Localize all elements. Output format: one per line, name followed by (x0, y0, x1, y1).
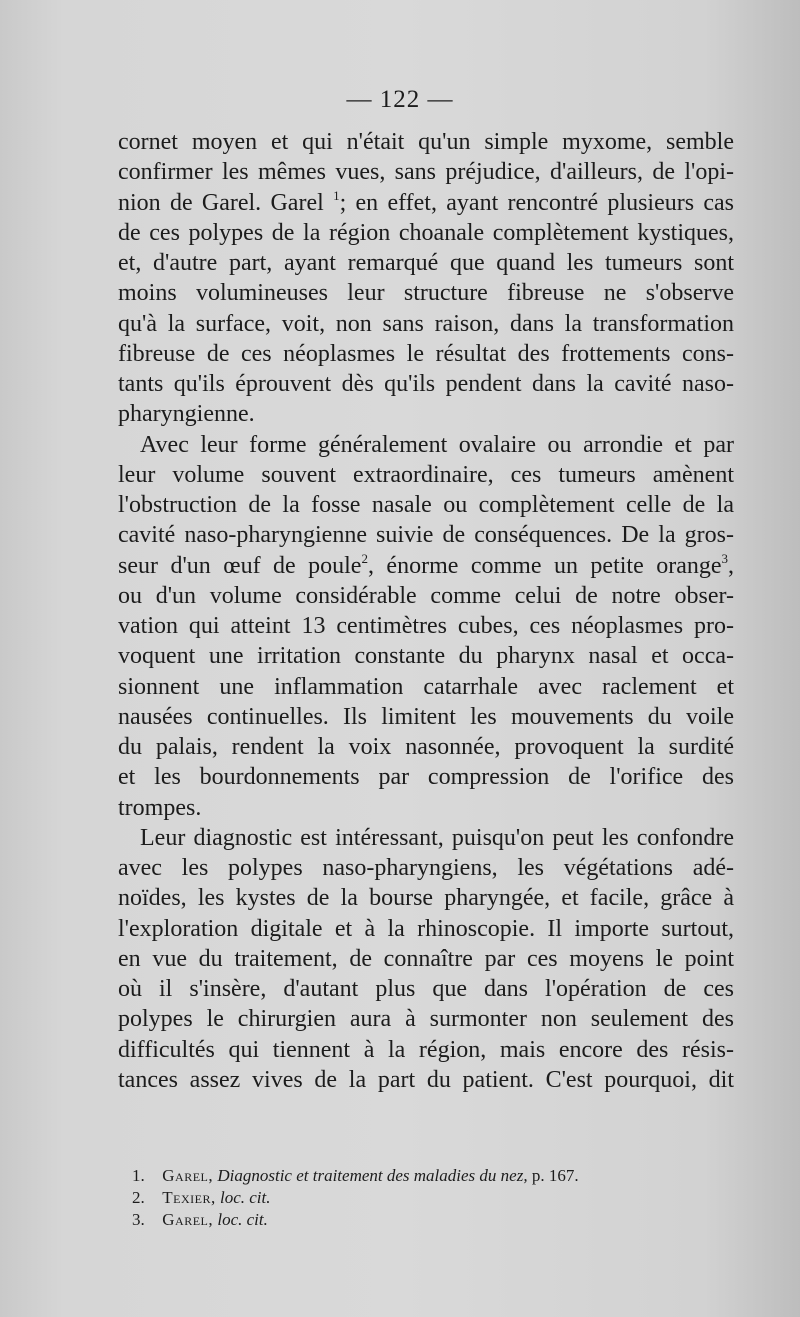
text-fragment: , énorme comme un petite orange (367, 552, 722, 579)
footnote-ref-3: 3 (721, 550, 728, 566)
text-fragment: nion de Garel. Garel (118, 189, 334, 216)
text-line: l'exploration digitale et à la rhinoscopie. Il importe surtout, (118, 915, 734, 942)
text-line: leur volume souvent extraordinaire, ces tumeurs amènent (118, 461, 734, 488)
text-fragment: ; en effet, ayant rencontré plusieurs cas (339, 189, 734, 216)
footnote-title: Diagnostic et traitement des maladies du nez, (217, 1166, 528, 1185)
text-line: pharyngienne. (118, 401, 255, 428)
footnote-number: 1. (132, 1166, 145, 1185)
text-line: voquent une irritation constante du pharynx nasal et occa- (118, 643, 734, 670)
body-text (118, 127, 734, 1095)
text-line: cavité naso-pharyngienne suivie de conséquences. De la gros- (118, 522, 734, 549)
text-fragment: , (728, 552, 734, 579)
footnote-author: Garel, (162, 1166, 214, 1185)
text-line: moins volumineuses leur structure fibreuse ne s'observe (118, 280, 734, 307)
footnote-author: Garel, (162, 1210, 214, 1229)
text-line: sionnent une inflammation catarrhale avec raclement et (118, 673, 734, 700)
text-line: l'obstruction de la fosse nasale ou complètement celle de la (118, 492, 734, 518)
footnote-number: 3. (132, 1210, 145, 1229)
footnote-title: loc. cit. (217, 1210, 268, 1229)
paragraph-start-line: Avec leur forme généralement ovalaire ou arrondie et par (140, 431, 734, 458)
text-line (118, 188, 734, 218)
text-fragment: seur d'un œuf de poule (118, 552, 362, 579)
text-line: de ces polypes de la région choanale complètement kystiques, (118, 219, 734, 246)
footnote-1 (132, 1165, 692, 1187)
text-line: où il s'insère, d'autant plus que dans l'opération de ces (118, 976, 734, 1002)
text-line: et, d'autre part, ayant remarqué que quand les tumeurs sont (118, 250, 734, 276)
text-line: fibreuse de ces néoplasmes le résultat des frottements cons- (118, 340, 734, 367)
text-line: qu'à la surface, voit, non sans raison, dans la transformation (118, 310, 734, 337)
text-line: tants qu'ils éprouvent dès qu'ils pendent dans la cavité naso- (118, 371, 734, 397)
text-line: difficultés qui tiennent à la région, mais encore des résis- (118, 1036, 734, 1063)
text-line: avec les polypes naso-pharyngiens, les végétations adé- (118, 855, 734, 881)
text-line: tances assez vives de la part du patient. C'est pourquoi, dit (118, 1066, 734, 1093)
footnote-ref-2: 2 (361, 550, 368, 566)
text-line: du palais, rendent la voix nasonnée, provoquent la surdité (118, 734, 734, 760)
footnotes (132, 1165, 692, 1231)
footnote-number: 2. (132, 1188, 145, 1207)
text-line: cornet moyen et qui n'était qu'un simple myxome, semble (118, 129, 734, 155)
text-line: en vue du traitement, de connaître par ces moyens le point (118, 945, 734, 972)
paragraph-start-line: Leur diagnostic est intéressant, puisqu'on peut les confondre (140, 824, 734, 851)
text-line: polypes le chirurgien aura à surmonter non seulement des (118, 1006, 734, 1033)
footnote-ref-1: 1 (333, 187, 340, 203)
text-line: nausées continuelles. Ils limitent les mouvements du voile (118, 703, 734, 730)
text-line: noïdes, les kystes de la bourse pharyngée, et facile, grâce à (118, 885, 734, 912)
text-line: vation qui atteint 13 centimètres cubes, ces néoplasmes pro- (118, 613, 734, 639)
footnote-author: Texier, (162, 1188, 216, 1207)
page-number: — 122 — (346, 86, 454, 113)
footnote-title: loc. cit. (219, 1188, 271, 1207)
text-line: ou d'un volume considérable comme celui de notre obser- (118, 582, 734, 609)
footnote-2 (132, 1187, 692, 1209)
text-line: trompes. (118, 794, 202, 821)
text-line: confirmer les mêmes vues, sans préjudice, d'ailleurs, de l'opi- (118, 159, 734, 186)
footnote-ref: p. 167. (531, 1166, 579, 1185)
text-line (118, 551, 734, 581)
footnote-3 (132, 1209, 692, 1231)
text-line: et les bourdonnements par compression de l'orifice des (118, 764, 734, 791)
